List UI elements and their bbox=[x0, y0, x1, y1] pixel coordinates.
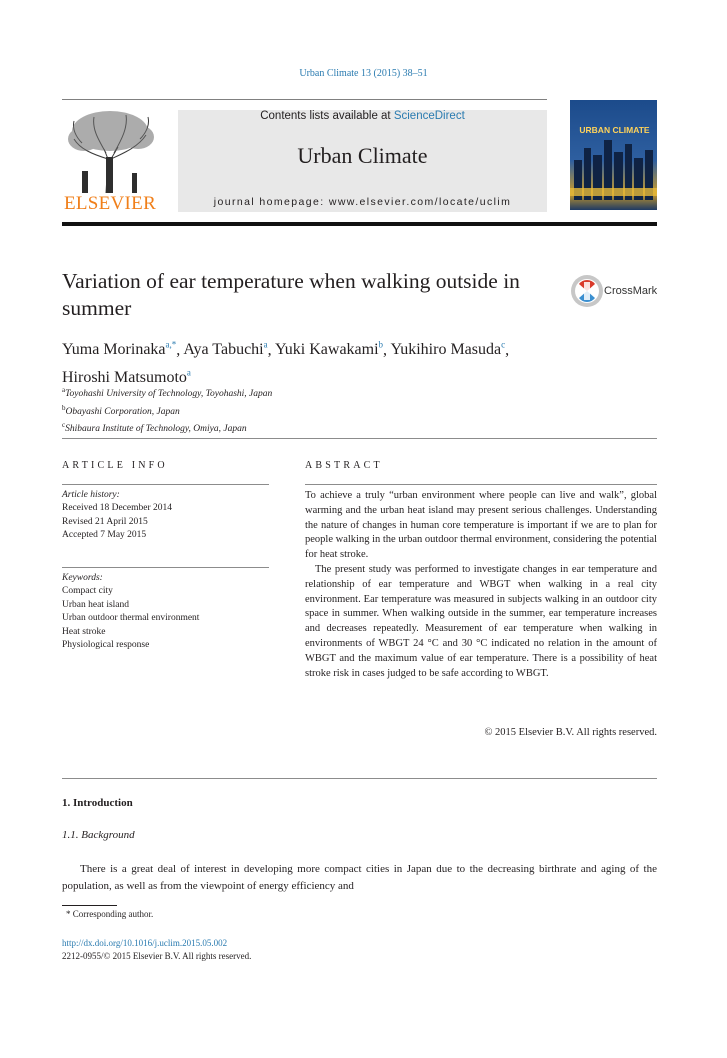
author[interactable]: Yuma Morinaka$^{a,*}$ bbox=[62, 340, 177, 359]
footnote-corresponding-author: * Corresponding author. bbox=[66, 909, 154, 919]
history-item: Accepted 7 May 2015 bbox=[62, 530, 147, 541]
article-history bbox=[62, 489, 269, 543]
author-affiliation-marker[interactable]: a bbox=[263, 340, 268, 350]
author[interactable]: Aya Tabuchi$^a$ bbox=[183, 340, 268, 359]
masthead-rule bbox=[62, 222, 657, 226]
author-affiliation-marker[interactable]: c bbox=[501, 340, 506, 350]
author-list: Yuma Morinaka$^{a,*}$, Aya Tabuchi$^a$, Yuki Kawakami$^b$, Yukihiro Masuda$^c$, Hiroshi Matsumoto$^a$ bbox=[62, 340, 510, 386]
abstract-paragraph: The present study was performed to investigate changes in ear temperature and relationship of ear temperature and WBGT when walking in a real city environment. Ear temperature was measured in subjects walking in an outdoor city space in summer. When walking outside in the summer, ear temperature increases and decreases repeatedly. Measurement of ear temperature when walking in environments of WBGT 24 °C and 30 °C indicated no relation in the amount of WBGT and the maximum value of ear temperature. There is a possibility of heat stroke risk in cases judged to be safe according to WBGT. bbox=[305, 563, 657, 679]
article-title: Variation of ear temperature when walking outside in summer bbox=[62, 269, 520, 320]
body-paragraph: There is a great deal of interest in developing more compact cities in Japan due to the decreasing birthrate and aging of the population, as well as from the viewpoint of energy efficiency and bbox=[62, 863, 657, 892]
doi-link[interactable]: http://dx.doi.org/10.1016/j.uclim.2015.05.002 bbox=[62, 938, 228, 948]
keywords-rule bbox=[62, 567, 269, 568]
article-info-heading: ARTICLE INFO bbox=[62, 460, 168, 471]
author-affiliation-marker[interactable]: b bbox=[378, 340, 384, 350]
affiliation: $^b$Obayashi Corporation, Japan bbox=[62, 403, 180, 417]
keyword: Compact city bbox=[62, 586, 113, 597]
abstract-paragraph: To achieve a truly “urban environment where people can live and walk”, global warming and the urban heat island may present serious challenges. Understanding the nature of changes in human core temperature is important if we are to plan for people walking in the urban outdoor thermal environment, considering the potential for heat stroke. bbox=[305, 490, 657, 561]
history-item: Revised 21 April 2015 bbox=[62, 516, 148, 527]
section-rule bbox=[62, 778, 657, 779]
author-affiliation-marker[interactable]: a bbox=[186, 367, 191, 378]
abstract-copyright: © 2015 Elsevier B.V. All rights reserved. bbox=[484, 727, 657, 738]
author[interactable]: Yuki Kawakami$^b$ bbox=[275, 340, 384, 359]
journal-citation-link[interactable]: Urban Climate 13 (2015) 38–51 bbox=[299, 68, 428, 79]
keyword: Urban outdoor thermal environment bbox=[62, 613, 200, 624]
article-info-rule bbox=[62, 484, 269, 485]
author-affiliation-marker[interactable]: a,* bbox=[165, 340, 177, 350]
keyword: Urban heat island bbox=[62, 599, 130, 610]
elsevier-wordmark: ELSEVIER bbox=[63, 193, 157, 214]
crossmark-label: CrossMark bbox=[604, 285, 658, 297]
article-history-label: Article history: bbox=[62, 490, 120, 500]
issn-copyright: 2212-0955/© 2015 Elsevier B.V. All rights reserved. bbox=[62, 951, 252, 961]
keyword: Physiological response bbox=[62, 640, 150, 651]
keywords bbox=[62, 572, 269, 652]
abstract-rule bbox=[305, 484, 657, 485]
affiliation-list bbox=[62, 384, 657, 437]
section-rule bbox=[62, 438, 657, 439]
author[interactable]: Yukihiro Masuda$^c$ bbox=[390, 340, 506, 359]
affiliation: $^a$Toyohashi University of Technology, Toyohashi, Japan bbox=[62, 386, 273, 400]
cover-title: URBAN CLIMATE bbox=[579, 125, 650, 135]
subsection-heading: 1.1. Background bbox=[62, 829, 135, 841]
journal-cover-image bbox=[570, 100, 657, 210]
history-item: Received 18 December 2014 bbox=[62, 503, 172, 514]
keyword: Heat stroke bbox=[62, 626, 106, 637]
crossmark-icon bbox=[570, 274, 604, 308]
journal-homepage[interactable]: journal homepage: www.elsevier.com/locate/uclim bbox=[213, 196, 512, 208]
abstract-body bbox=[305, 489, 657, 681]
abstract-heading: ABSTRACT bbox=[305, 460, 383, 471]
section-heading: 1. Introduction bbox=[62, 797, 133, 809]
contents-prefix: Contents lists available at bbox=[260, 110, 394, 122]
journal-name: Urban Climate bbox=[297, 143, 428, 168]
contents-availability bbox=[178, 110, 547, 122]
keywords-label: Keywords: bbox=[62, 573, 103, 583]
author[interactable]: Hiroshi Matsumoto$^a$ bbox=[62, 367, 191, 386]
affiliation: $^c$Shibaura Institute of Technology, Omiya, Japan bbox=[62, 421, 247, 435]
footnote-rule bbox=[62, 905, 117, 906]
sciencedirect-link[interactable]: ScienceDirect bbox=[393, 110, 465, 122]
header-rule bbox=[62, 99, 547, 100]
